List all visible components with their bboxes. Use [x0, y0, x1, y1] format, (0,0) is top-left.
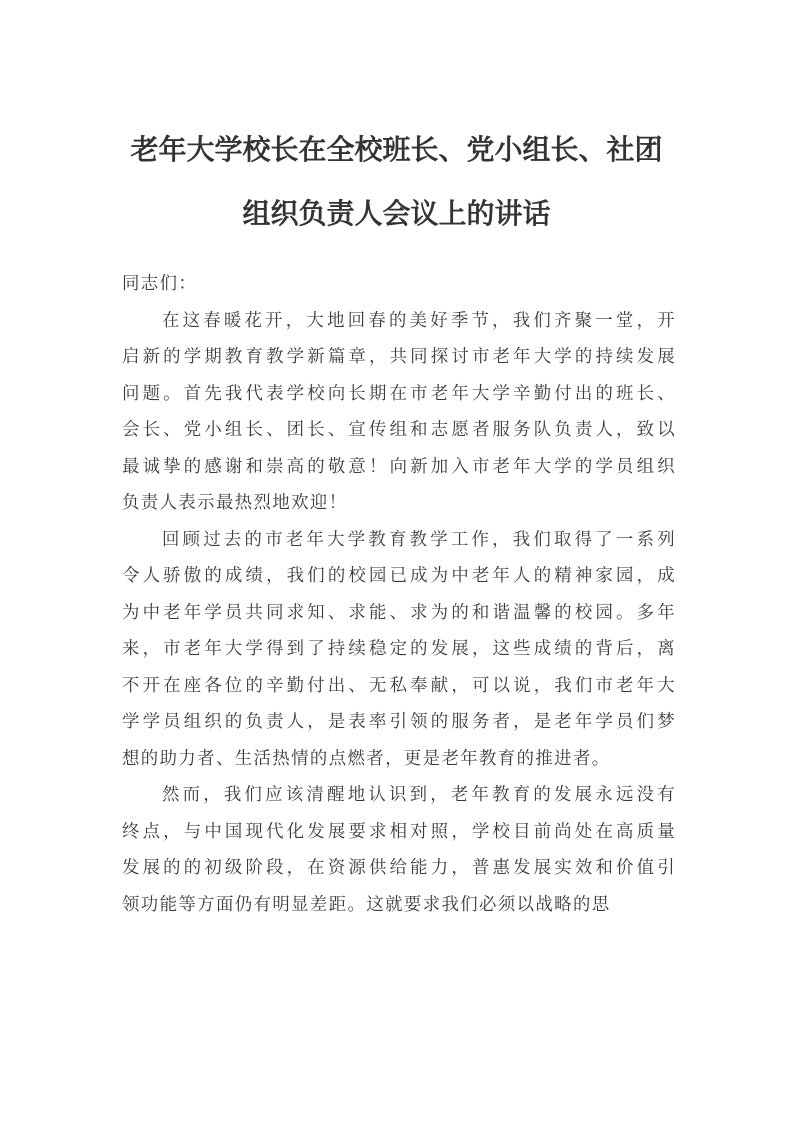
paragraph-2-line: 想的助力者、生活热情的点燃者，更是老年教育的推进者。	[122, 748, 611, 769]
paragraph-2-line: 令人骄傲的成绩，我们的校园已成为中老年人的精神家园，成	[122, 566, 676, 586]
salutation: 同志们：	[122, 274, 198, 294]
document-title	[100, 118, 693, 246]
paragraph-1-line: 在这春暖花开，大地回春的美好季节，我们齐聚一堂，开	[162, 310, 676, 331]
paragraph-3-line: 领功能等方面仍有明显差距。这就要求我们必须以战略的思	[122, 894, 611, 915]
paragraph-3-line: 终点，与中国现代化发展要求相对照，学校目前尚处在高质量	[122, 821, 676, 842]
paragraph-3-line: 然而，我们应该清醒地认识到，老年教育的发展永远没有	[162, 785, 676, 805]
paragraph-1-line: 负责人表示最热烈地欢迎！	[122, 493, 348, 513]
paragraph-3-line: 发展的的初级阶段，在资源供给能力，普惠发展实效和价值引	[122, 858, 676, 878]
paragraph-2-line: 不开在座各位的辛勤付出、无私奉献，可以说，我们市老年大	[122, 675, 676, 696]
title-line: 组织负责人会议上的讲话	[242, 197, 551, 230]
paragraph-1-line: 最诚挚的感谢和崇高的敬意！向新加入市老年大学的学员组织	[122, 456, 676, 477]
paragraph-2-line: 为中老年学员共同求知、求能、求为的和谐温馨的校园。多年	[122, 602, 676, 623]
paragraph-2-line: 回顾过去的市老年大学教育教学工作，我们取得了一系列	[162, 529, 676, 550]
paragraph-1-line: 问题。首先我代表学校向长期在市老年大学辛勤付出的班长、	[122, 383, 676, 404]
paragraph-2-line: 学学员组织的负责人，是表率引领的服务者，是老年学员们梦	[122, 712, 676, 732]
title-line: 老年大学校长在全校班长、党小组长、社团	[130, 133, 663, 166]
paragraph-2-line: 来，市老年大学得到了持续稳定的发展，这些成绩的背后，离	[122, 639, 676, 659]
paragraph-1-line: 启新的学期教育教学新篇章，共同探讨市老年大学的持续发展	[122, 347, 676, 367]
paragraph-1-line: 会长、党小组长、团长、宣传组和志愿者服务队负责人，致以	[122, 420, 676, 440]
document-body	[122, 266, 676, 923]
